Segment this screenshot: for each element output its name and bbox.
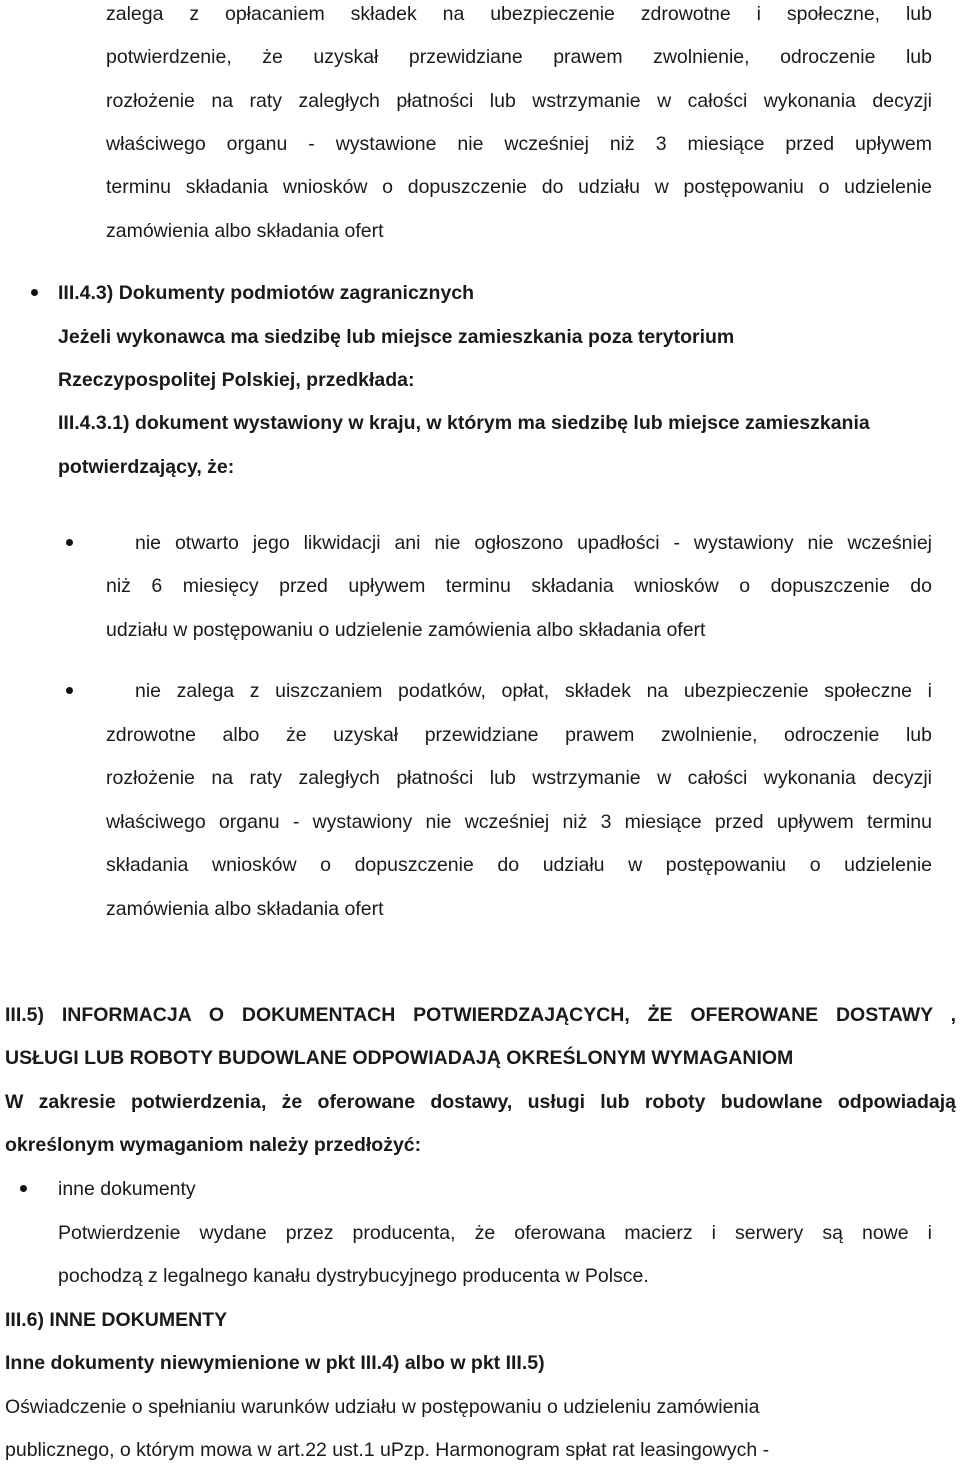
text-line: Rzeczypospolitej Polskiej, przedkłada: — [58, 369, 415, 391]
text-line: potwierdzający, że: — [58, 456, 235, 478]
text-line: pochodzą z legalnego kanału dystrybucyjnego producenta w Polsce. — [58, 1265, 649, 1287]
text-line: Jeżeli wykonawca ma siedzibę lub miejsce zamieszkania poza terytorium — [58, 326, 735, 348]
subsection-heading: III.4.3.1) dokument wystawiony w kraju, w którym ma siedzibę lub miejsce zamieszkania — [58, 412, 870, 434]
text-line: określonym wymaganiom należy przedłożyć: — [5, 1134, 422, 1156]
section-heading: III.5) INFORMACJA O DOKUMENTACH POTWIERDZAJĄCYCH, ŻE OFEROWANE DOSTAWY , — [5, 1004, 956, 1026]
text-line: udziału w postępowaniu o udzielenie zamówienia albo składania ofert — [106, 619, 706, 641]
text-line: składania wniosków o dopuszczenie do udziału w postępowaniu o udzielenie — [106, 854, 932, 876]
section-heading: USŁUGI LUB ROBOTY BUDOWLANE ODPOWIADAJĄ OKREŚLONYM WYMAGANIOM — [5, 1047, 794, 1069]
section-heading: III.4.3) Dokumenty podmiotów zagranicznych — [58, 282, 475, 304]
list-item: nie otwarto jego likwidacji ani nie ogłoszono upadłości - wystawiony nie wcześniej — [135, 532, 932, 554]
section-heading: III.6) INNE DOKUMENTY — [5, 1309, 228, 1331]
text-line: W zakresie potwierdzenia, że oferowane dostawy, usługi lub roboty budowlane odpowiadają — [5, 1091, 956, 1113]
text-line: Inne dokumenty niewymienione w pkt III.4) albo w pkt III.5) — [5, 1352, 545, 1374]
text-line: publicznego, o którym mowa w art.22 ust.1 uPzp. Harmonogram spłat rat leasingowych - — [5, 1439, 770, 1461]
list-item: nie zalega z uiszczaniem podatków, opłat, składek na ubezpieczenie społeczne i — [135, 680, 932, 702]
bullet-icon — [66, 687, 73, 694]
text-line: niż 6 miesięcy przed upływem terminu składania wniosków o dopuszczenie do — [106, 575, 932, 597]
text-line: zamówienia albo składania ofert — [106, 220, 384, 242]
text-line: zalega z opłacaniem składek na ubezpieczenie zdrowotne i społeczne, lub — [106, 3, 932, 25]
text-line: zamówienia albo składania ofert — [106, 898, 384, 920]
text-line: potwierdzenie, że uzyskał przewidziane prawem zwolnienie, odroczenie lub — [106, 46, 932, 68]
text-line: Oświadczenie o spełnianiu warunków udziału w postępowaniu o udzieleniu zamówienia — [5, 1396, 760, 1418]
text-line: zdrowotne albo że uzyskał przewidziane prawem zwolnienie, odroczenie lub — [106, 724, 932, 746]
list-item: inne dokumenty — [58, 1178, 196, 1200]
bullet-icon — [66, 539, 73, 546]
text-line: terminu składania wniosków o dopuszczenie do udziału w postępowaniu o udzielenie — [106, 176, 932, 198]
text-line: rozłożenie na raty zaległych płatności lub wstrzymanie w całości wykonania decyzji — [106, 767, 932, 789]
text-line: właściwego organu - wystawione nie wcześniej niż 3 miesiące przed upływem — [106, 133, 932, 155]
bullet-icon — [31, 289, 38, 296]
text-line: właściwego organu - wystawiony nie wcześniej niż 3 miesiące przed upływem terminu — [106, 811, 932, 833]
text-line: rozłożenie na raty zaległych płatności lub wstrzymanie w całości wykonania decyzji — [106, 90, 932, 112]
text-line: Potwierdzenie wydane przez producenta, że oferowana macierz i serwery są nowe i — [58, 1222, 932, 1244]
bullet-icon — [20, 1185, 27, 1192]
